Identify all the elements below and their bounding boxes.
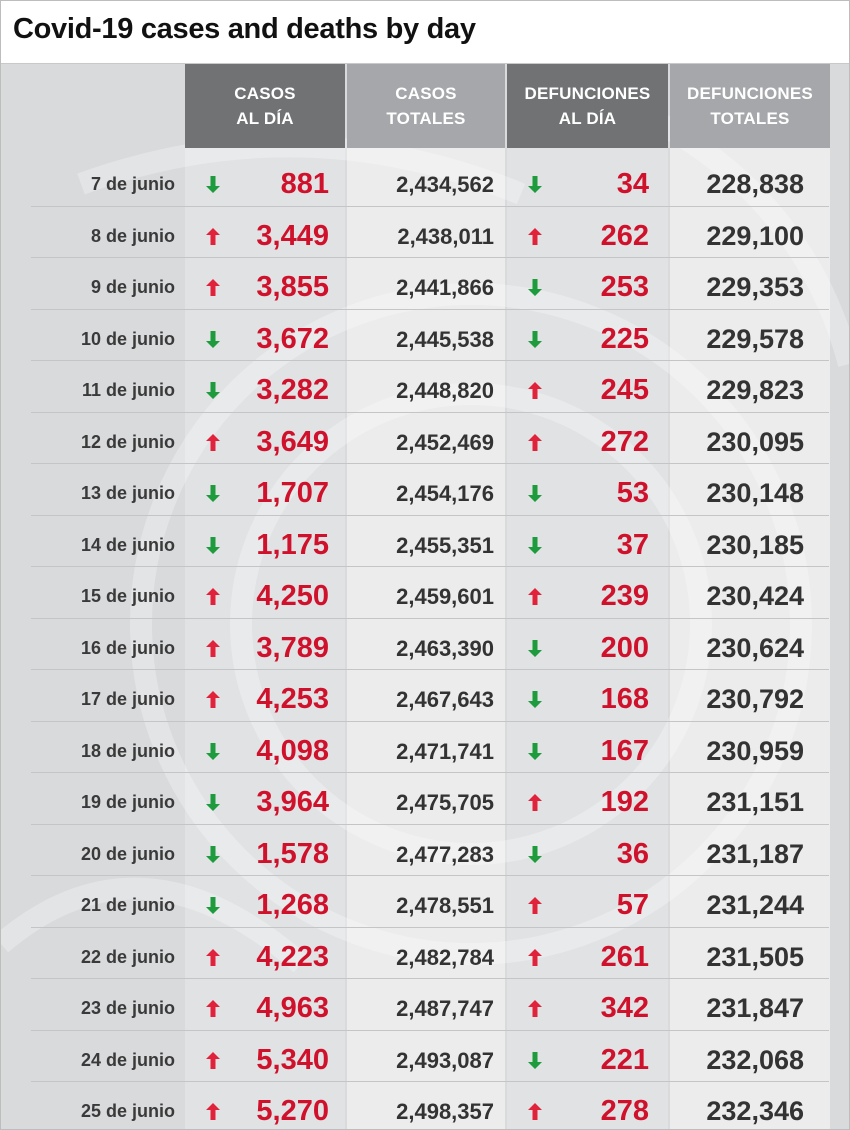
deaths-total: 231,847 xyxy=(706,993,804,1023)
deaths-per-day: 245 xyxy=(600,374,649,406)
cases-total: 2,441,866 xyxy=(396,274,494,300)
table-row xyxy=(1,880,849,931)
deaths-per-day: 262 xyxy=(600,220,649,252)
row-separator xyxy=(31,309,829,310)
arrow-down-icon xyxy=(206,743,220,760)
deaths-per-day: 278 xyxy=(600,1095,649,1127)
table-row xyxy=(1,1035,849,1086)
row-separator xyxy=(31,257,829,258)
table-row xyxy=(1,520,849,571)
deaths-per-day: 272 xyxy=(600,426,649,458)
cases-total: 2,487,747 xyxy=(396,995,494,1021)
deaths-per-day: 37 xyxy=(616,529,649,561)
cases-per-day: 3,789 xyxy=(256,632,329,664)
arrow-down-icon xyxy=(528,331,542,348)
table-row xyxy=(1,829,849,880)
cases-total: 2,482,784 xyxy=(396,944,494,970)
deaths-per-day: 253 xyxy=(600,271,649,303)
deaths-per-day: 53 xyxy=(616,477,649,509)
arrow-down-icon xyxy=(206,897,220,914)
cases-per-day: 3,282 xyxy=(256,374,329,406)
cases-total: 2,434,562 xyxy=(396,171,494,197)
row-separator xyxy=(31,1030,829,1031)
row-date: 10 de junio xyxy=(80,329,175,349)
row-separator xyxy=(31,875,829,876)
table-row xyxy=(1,417,849,468)
arrow-down-icon xyxy=(206,382,220,399)
arrow-up-icon xyxy=(528,228,542,245)
row-separator xyxy=(31,721,829,722)
cases-per-day: 4,253 xyxy=(256,683,329,715)
row-date: 20 de junio xyxy=(80,844,175,864)
row-separator xyxy=(31,412,829,413)
cases-per-day: 3,649 xyxy=(256,426,329,458)
arrow-down-icon xyxy=(206,331,220,348)
arrow-down-icon xyxy=(206,176,220,193)
row-date: 16 de junio xyxy=(80,638,175,658)
cases-per-day: 5,270 xyxy=(256,1095,329,1127)
deaths-total: 229,100 xyxy=(706,221,804,251)
row-separator xyxy=(31,669,829,670)
row-separator xyxy=(31,824,829,825)
deaths-total: 230,095 xyxy=(706,427,804,457)
arrow-down-icon xyxy=(528,176,542,193)
cases-total: 2,445,538 xyxy=(396,326,494,352)
cases-total: 2,478,551 xyxy=(396,892,494,918)
table-row xyxy=(1,211,849,262)
row-separator xyxy=(31,978,829,979)
deaths-per-day: 342 xyxy=(600,992,649,1024)
table-row xyxy=(1,571,849,622)
header-line: TOTALES xyxy=(386,109,466,128)
arrow-up-icon xyxy=(206,640,220,657)
table-row xyxy=(1,674,849,725)
cases-per-day: 1,268 xyxy=(256,889,329,921)
row-date: 21 de junio xyxy=(80,895,175,915)
row-separator xyxy=(31,772,829,773)
deaths-per-day: 225 xyxy=(600,323,649,355)
row-date: 8 de junio xyxy=(90,226,175,246)
cases-total: 2,463,390 xyxy=(396,635,494,661)
arrow-down-icon xyxy=(528,743,542,760)
arrow-up-icon xyxy=(206,228,220,245)
deaths-total: 230,148 xyxy=(706,478,804,508)
arrow-up-icon xyxy=(528,434,542,451)
arrow-up-icon xyxy=(528,1000,542,1017)
table-row xyxy=(1,623,849,674)
table-row xyxy=(1,159,849,210)
row-date: 22 de junio xyxy=(80,947,175,967)
cases-total: 2,459,601 xyxy=(396,583,494,609)
table-row xyxy=(1,262,849,313)
cases-total: 2,493,087 xyxy=(396,1047,494,1073)
arrow-up-icon xyxy=(206,279,220,296)
arrow-down-icon xyxy=(528,691,542,708)
row-separator xyxy=(31,1081,829,1082)
deaths-per-day: 239 xyxy=(600,580,649,612)
deaths-per-day: 34 xyxy=(616,168,649,200)
cases-total: 2,498,357 xyxy=(396,1098,494,1124)
table-row xyxy=(1,314,849,365)
deaths-total: 230,624 xyxy=(706,633,804,663)
cases-total: 2,467,643 xyxy=(396,686,494,712)
arrow-down-icon xyxy=(206,537,220,554)
row-date: 13 de junio xyxy=(80,483,175,503)
deaths-total: 228,838 xyxy=(706,169,804,199)
deaths-total: 230,959 xyxy=(706,736,804,766)
arrow-up-icon xyxy=(528,794,542,811)
header-line: DEFUNCIONES xyxy=(687,84,813,103)
cases-per-day: 4,223 xyxy=(256,941,329,973)
arrow-up-icon xyxy=(528,949,542,966)
cases-per-day: 5,340 xyxy=(256,1044,329,1076)
row-date: 11 de junio xyxy=(81,380,175,400)
arrow-down-icon xyxy=(528,537,542,554)
deaths-per-day: 261 xyxy=(600,941,649,973)
cases-per-day: 1,707 xyxy=(256,477,329,509)
arrow-up-icon xyxy=(206,434,220,451)
row-separator xyxy=(31,618,829,619)
arrow-up-icon xyxy=(206,691,220,708)
deaths-total: 229,823 xyxy=(706,375,804,405)
arrow-up-icon xyxy=(206,1103,220,1120)
arrow-down-icon xyxy=(528,640,542,657)
arrow-down-icon xyxy=(528,279,542,296)
cases-per-day: 4,963 xyxy=(256,992,329,1024)
deaths-total: 232,346 xyxy=(706,1096,804,1126)
header-line: AL DÍA xyxy=(236,109,294,128)
cases-per-day: 881 xyxy=(280,168,329,200)
header-line: TOTALES xyxy=(710,109,790,128)
header-line: CASOS xyxy=(395,84,457,103)
row-separator xyxy=(31,927,829,928)
cases-per-day: 3,449 xyxy=(256,220,329,252)
table-row xyxy=(1,726,849,777)
table-row xyxy=(1,932,849,983)
deaths-total: 230,424 xyxy=(706,581,804,611)
row-date: 25 de junio xyxy=(80,1101,175,1121)
cases-total: 2,471,741 xyxy=(396,738,494,764)
arrow-down-icon xyxy=(206,846,220,863)
row-date: 17 de junio xyxy=(80,689,175,709)
row-date: 19 de junio xyxy=(80,792,175,812)
arrow-down-icon xyxy=(528,846,542,863)
table-row xyxy=(1,983,849,1034)
cases-total: 2,454,176 xyxy=(396,480,494,506)
arrow-up-icon xyxy=(206,588,220,605)
header-line: DEFUNCIONES xyxy=(524,84,651,103)
arrow-up-icon xyxy=(528,382,542,399)
row-date: 12 de junio xyxy=(80,432,175,452)
cases-per-day: 4,098 xyxy=(256,735,329,767)
table-row xyxy=(1,365,849,416)
deaths-total: 232,068 xyxy=(706,1045,804,1075)
deaths-total: 230,792 xyxy=(706,684,804,714)
cases-total: 2,475,705 xyxy=(396,789,494,815)
deaths-per-day: 192 xyxy=(600,786,649,818)
row-separator xyxy=(31,360,829,361)
row-date: 18 de junio xyxy=(80,741,175,761)
deaths-per-day: 221 xyxy=(600,1044,649,1076)
row-date: 7 de junio xyxy=(90,174,175,194)
deaths-total: 231,151 xyxy=(706,787,804,817)
deaths-total: 231,505 xyxy=(706,942,804,972)
deaths-per-day: 36 xyxy=(616,838,649,870)
deaths-per-day: 168 xyxy=(600,683,649,715)
arrow-up-icon xyxy=(206,1000,220,1017)
arrow-up-icon xyxy=(528,897,542,914)
table-row xyxy=(1,1086,849,1130)
deaths-total: 231,244 xyxy=(706,890,804,920)
deaths-total: 229,578 xyxy=(706,324,804,354)
arrow-up-icon xyxy=(206,1052,220,1069)
cases-per-day: 3,855 xyxy=(256,271,329,303)
row-separator xyxy=(31,515,829,516)
cases-per-day: 3,964 xyxy=(256,786,329,818)
arrow-down-icon xyxy=(206,794,220,811)
deaths-per-day: 200 xyxy=(600,632,649,664)
deaths-per-day: 167 xyxy=(600,735,649,767)
cases-total: 2,448,820 xyxy=(396,377,494,403)
row-date: 24 de junio xyxy=(80,1050,175,1070)
data-table xyxy=(1,1,849,1129)
deaths-per-day: 57 xyxy=(616,889,649,921)
arrow-down-icon xyxy=(528,1052,542,1069)
cases-total: 2,452,469 xyxy=(396,429,494,455)
header-line: AL DÍA xyxy=(558,109,617,128)
page-title: Covid-19 cases and deaths by day xyxy=(13,13,476,45)
table-row xyxy=(1,468,849,519)
row-date: 23 de junio xyxy=(80,998,175,1018)
arrow-up-icon xyxy=(206,949,220,966)
arrow-up-icon xyxy=(528,1103,542,1120)
arrow-up-icon xyxy=(528,588,542,605)
header-line: CASOS xyxy=(234,84,296,103)
cases-per-day: 1,175 xyxy=(256,529,329,561)
row-date: 9 de junio xyxy=(90,277,175,297)
arrow-down-icon xyxy=(528,485,542,502)
cases-total: 2,477,283 xyxy=(396,841,494,867)
cases-per-day: 1,578 xyxy=(256,838,329,870)
table-row xyxy=(1,777,849,828)
row-separator xyxy=(31,463,829,464)
cases-per-day: 4,250 xyxy=(256,580,329,612)
deaths-total: 231,187 xyxy=(706,839,804,869)
row-separator xyxy=(31,566,829,567)
row-date: 15 de junio xyxy=(80,586,175,606)
row-date: 14 de junio xyxy=(80,535,175,555)
arrow-down-icon xyxy=(206,485,220,502)
row-separator xyxy=(31,206,829,207)
deaths-total: 230,185 xyxy=(706,530,804,560)
cases-total: 2,438,011 xyxy=(397,223,494,249)
cases-per-day: 3,672 xyxy=(256,323,329,355)
deaths-total: 229,353 xyxy=(706,272,804,302)
cases-total: 2,455,351 xyxy=(396,532,494,558)
